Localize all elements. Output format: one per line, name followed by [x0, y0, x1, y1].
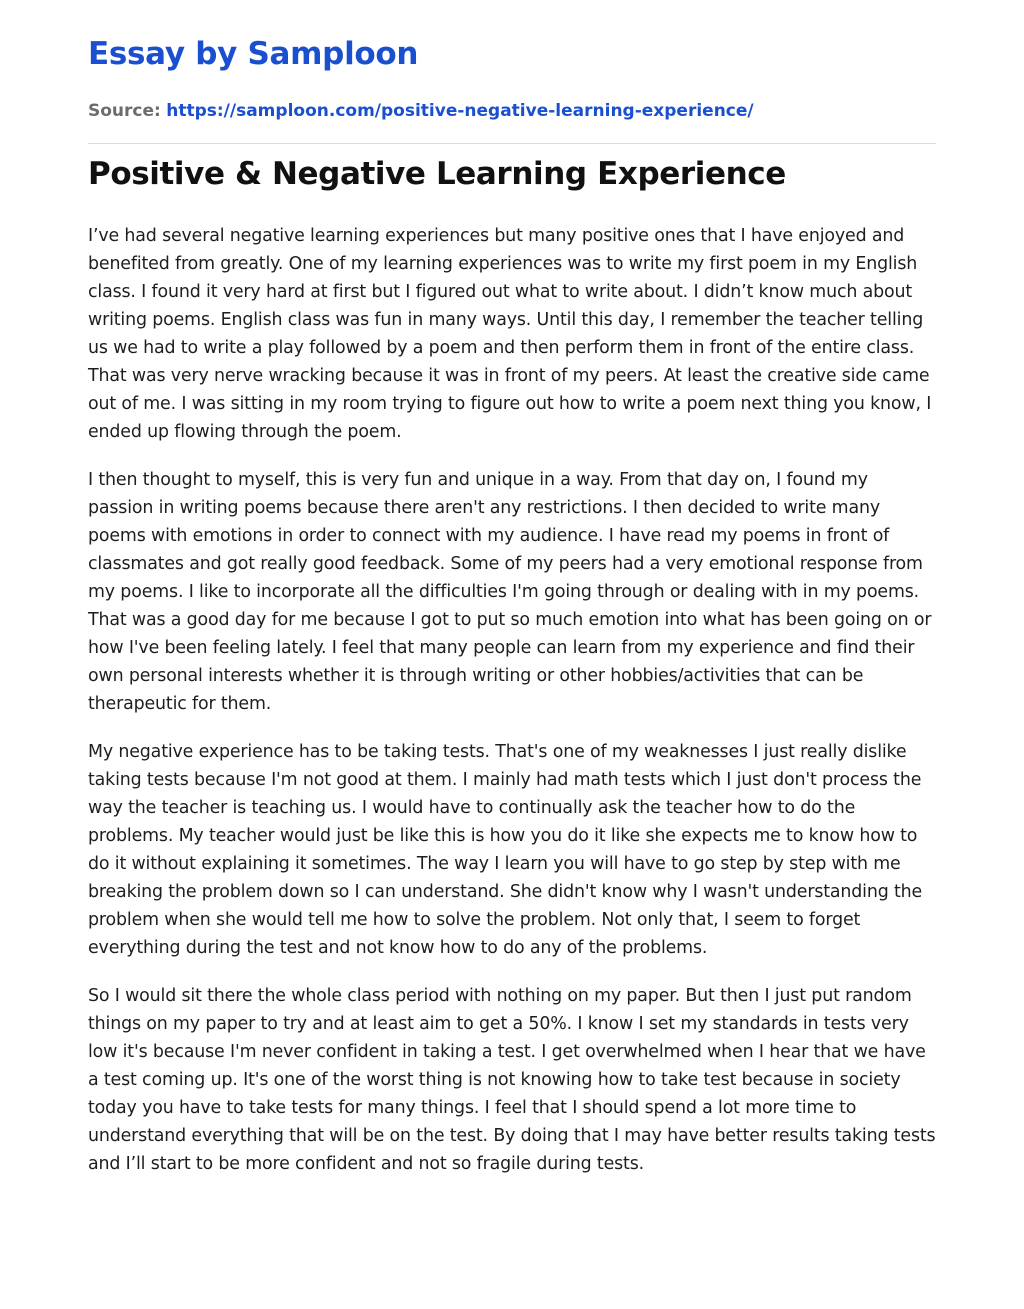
essay-paragraph: I’ve had several negative learning experiences but many positive ones that I have enjoyed and benefited from greatly. One of my learning experiences was to write my first poem in my English class. I found it very hard at first but I figured out what to write about. I didn’t know much about writing poems. English class was fun in many ways. Until this day, I remember the teacher telling us we had to write a play followed by a poem and then perform them in front of the entire class. That was very nerve wracking because it was in front of my peers. At least the creative side came out of me. I was sitting in my room trying to figure out how to write a poem next thing you know, I ended up flowing through the poem.	[88, 226, 932, 442]
header-divider	[88, 143, 936, 144]
essay-paragraph: My negative experience has to be taking tests. That's one of my weaknesses I just really dislike taking tests because I'm not good at them. I mainly had math tests which I just don't process the way the teacher is teaching us. I would have to continually ask the teacher how to do the problems. My teacher would just be like this is how you do it like she expects me to know how to do it without explaining it sometimes. The way I learn you will have to go step by step with me breaking the problem down so I can understand. She didn't know why I wasn't understanding the problem when she would tell me how to solve the problem. Not only that, I seem to forget everything during the test and not know how to do any of the problems.	[88, 742, 923, 958]
source-link[interactable]: https://samploon.com/positive-negative-learning-experience/	[166, 101, 754, 121]
essay-title: Positive & Negative Learning Experience	[88, 156, 786, 192]
essay-paragraph: I then thought to myself, this is very fun and unique in a way. From that day on, I found my passion in writing poems because there aren't any restrictions. I then decided to write many poems with emotions in order to connect with my audience. I have read my poems in front of classmates and got really good feedback. Some of my peers had a very emotional response from my poems. I like to incorporate all the difficulties I'm going through or dealing with in my poems. That was a good day for me because I got to put so much emotion into what has been going on or how I've been feeling lately. I feel that many people can learn from my experience and find their own personal interests whether it is through writing or other hobbies/activities that can be therapeutic for them.	[88, 470, 932, 714]
essay-body	[88, 222, 936, 1198]
source-line	[88, 101, 754, 121]
essay-paragraph: So I would sit there the whole class period with nothing on my paper. But then I just put random things on my paper to try and at least aim to get a 50%. I know I set my standards in tests very low it's because I'm never confident in taking a test. I get overwhelmed when I hear that we have a test coming up. It's one of the worst thing is not knowing how to take test because in society today you have to take tests for many things. I feel that I should spend a lot more time to understand everything that will be on the test. By doing that I may have better results taking tests and I’ll start to be more confident and not so fragile during tests.	[88, 986, 936, 1174]
source-label: Source:	[88, 101, 161, 121]
brand-title: Essay by Samploon	[88, 36, 419, 72]
